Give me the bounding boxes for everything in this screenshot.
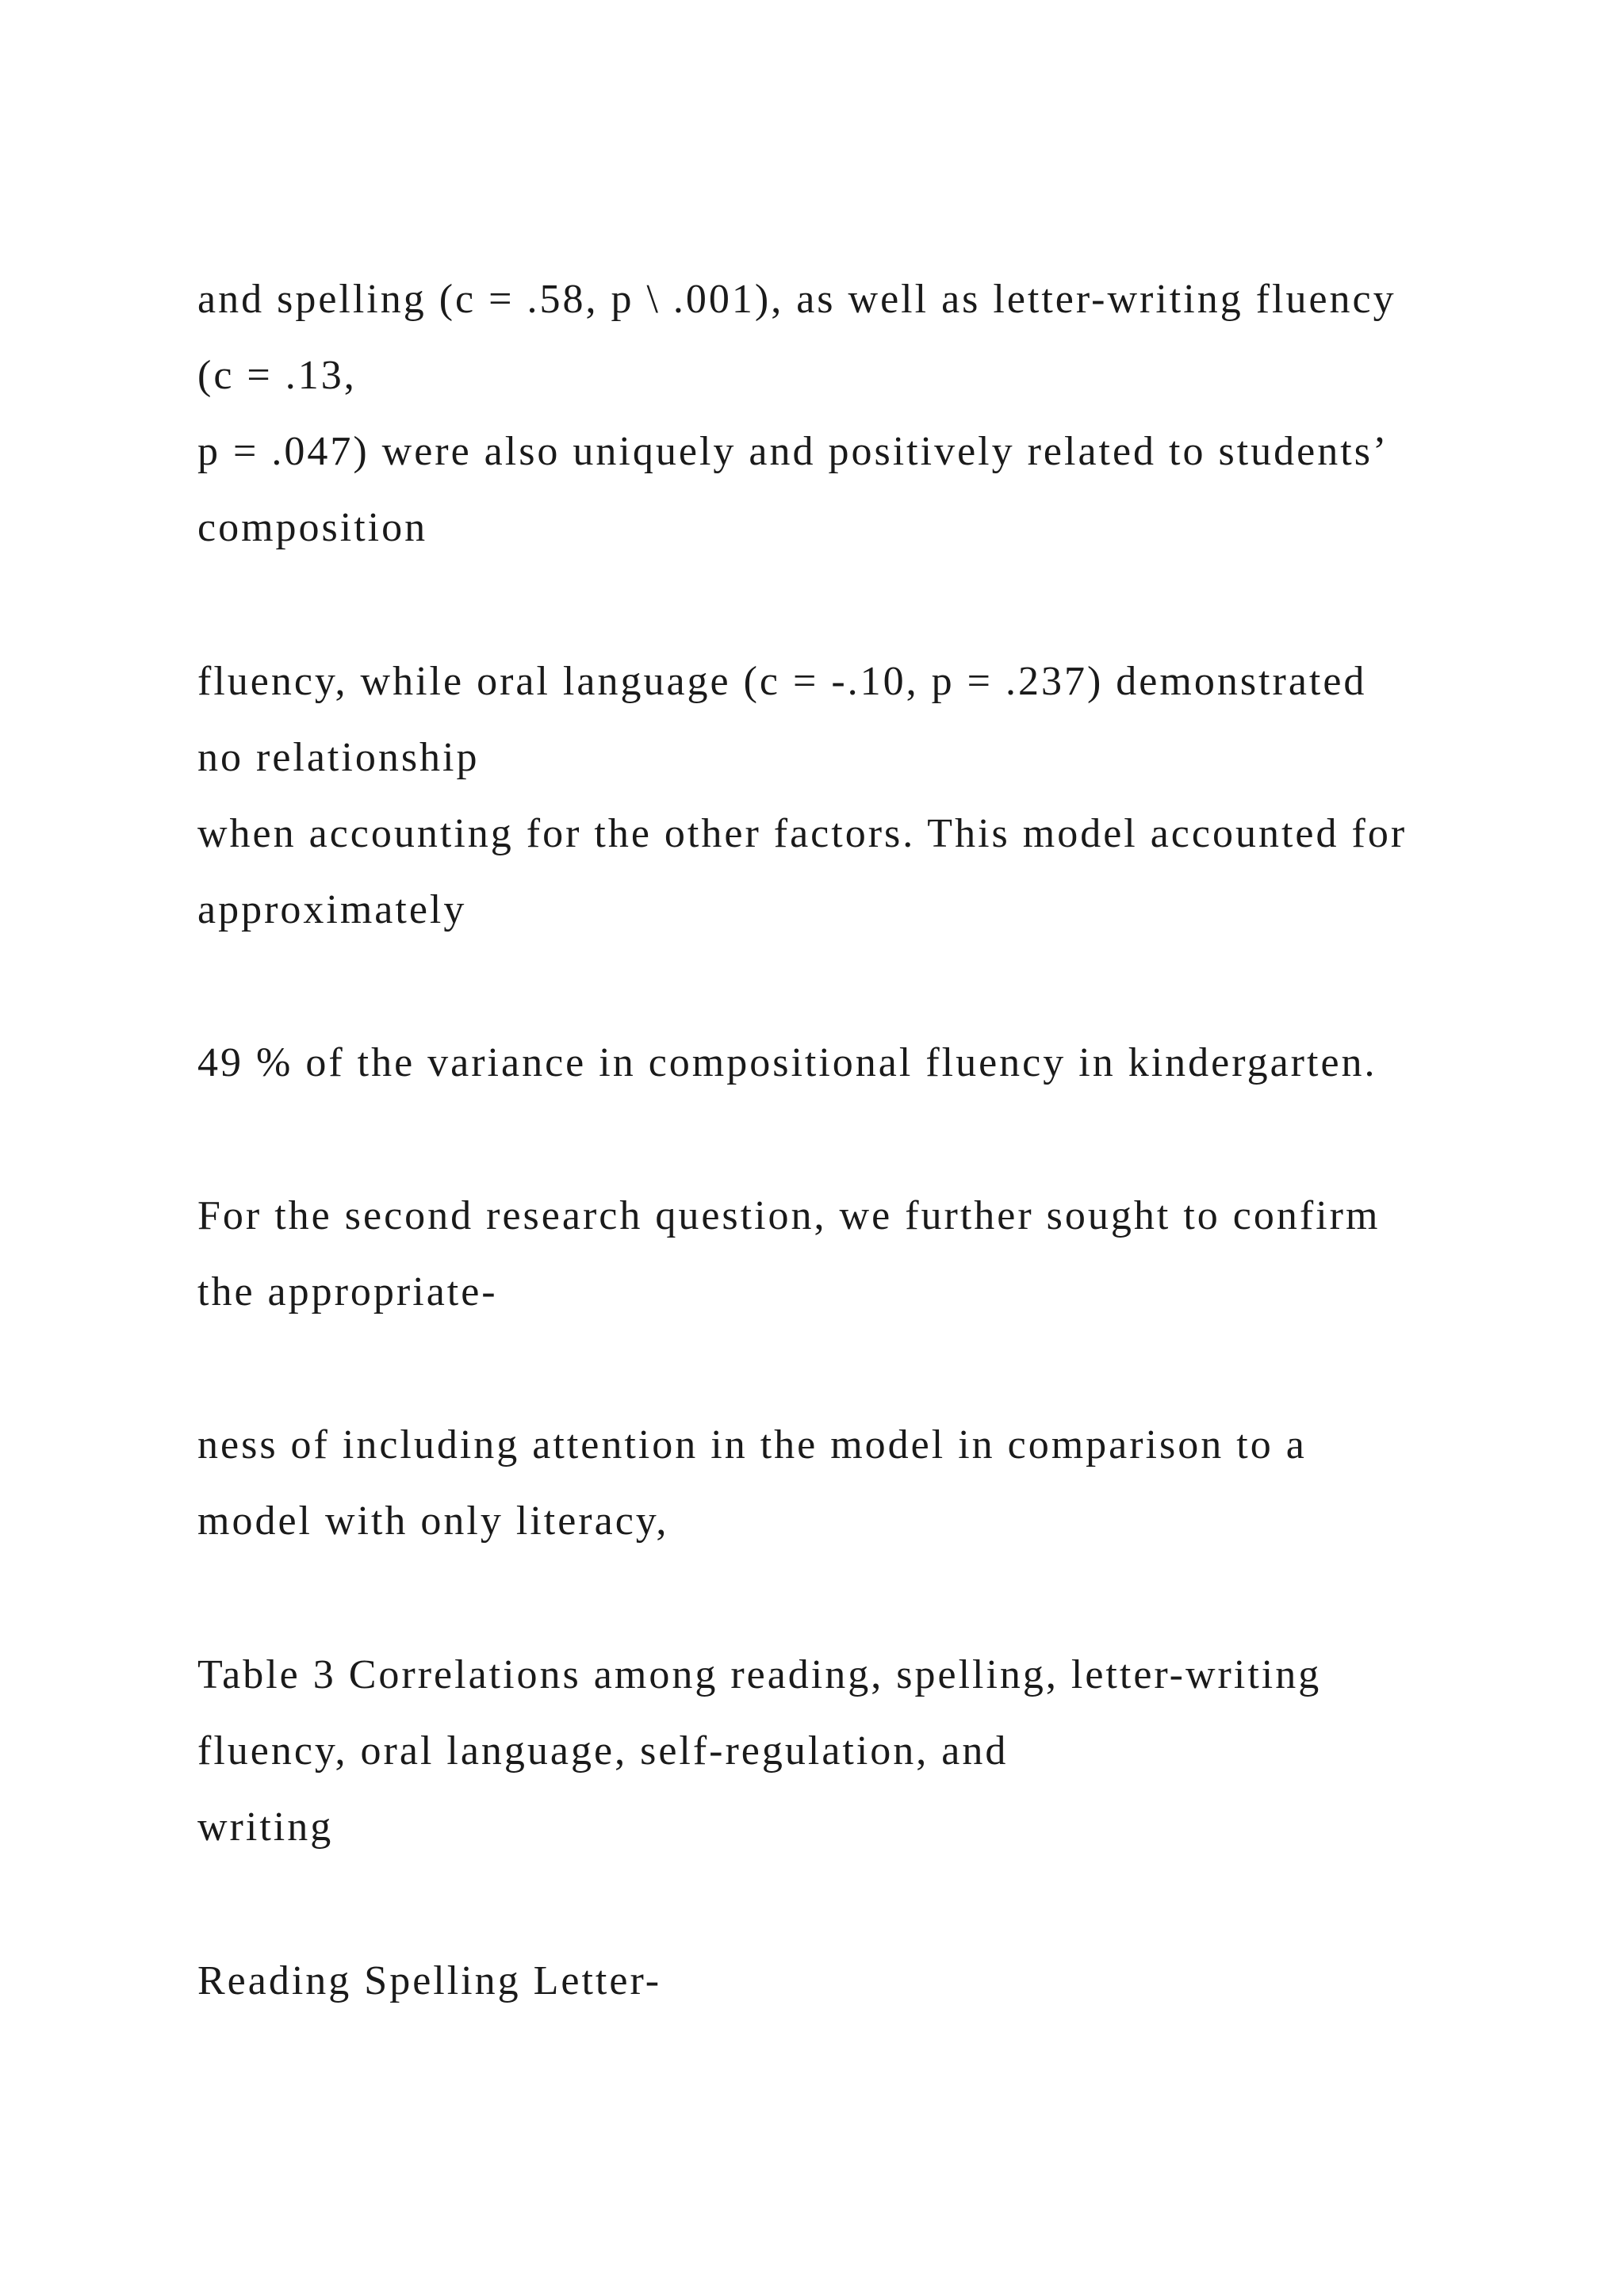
- text-line: when accounting for the other factors. This model accounted for: [197, 811, 1408, 856]
- table-caption-line: fluency, oral language, self-regulation, and: [197, 1728, 1009, 1774]
- text-line: ness of including attention in the model in comparison to a: [197, 1422, 1307, 1468]
- text-line: the appropriate-: [197, 1269, 498, 1314]
- table-caption-line: writing: [197, 1804, 334, 1850]
- text-line: and spelling (c = .58, p \ .001), as well as letter-writing fluency: [197, 277, 1396, 322]
- text-line: fluency, while oral language (c = -.10, p = .237) demonstrated: [197, 659, 1367, 704]
- text-line: p = .047) were also uniquely and positively related to students’: [197, 429, 1389, 474]
- text-line: (c = .13,: [197, 353, 357, 398]
- text-line: model with only literacy,: [197, 1498, 669, 1544]
- text-line: composition: [197, 505, 428, 550]
- text-line: no relationship: [197, 735, 480, 780]
- text-line: approximately: [197, 887, 467, 932]
- text-line: For the second research question, we further sought to confirm: [197, 1193, 1381, 1238]
- table-header-line: Reading Spelling Letter-: [197, 1958, 662, 2003]
- table-caption-line: Table 3 Correlations among reading, spelling, letter-writing: [197, 1652, 1322, 1697]
- text-line: 49 % of the variance in compositional fluency in kindergarten.: [197, 1040, 1377, 1085]
